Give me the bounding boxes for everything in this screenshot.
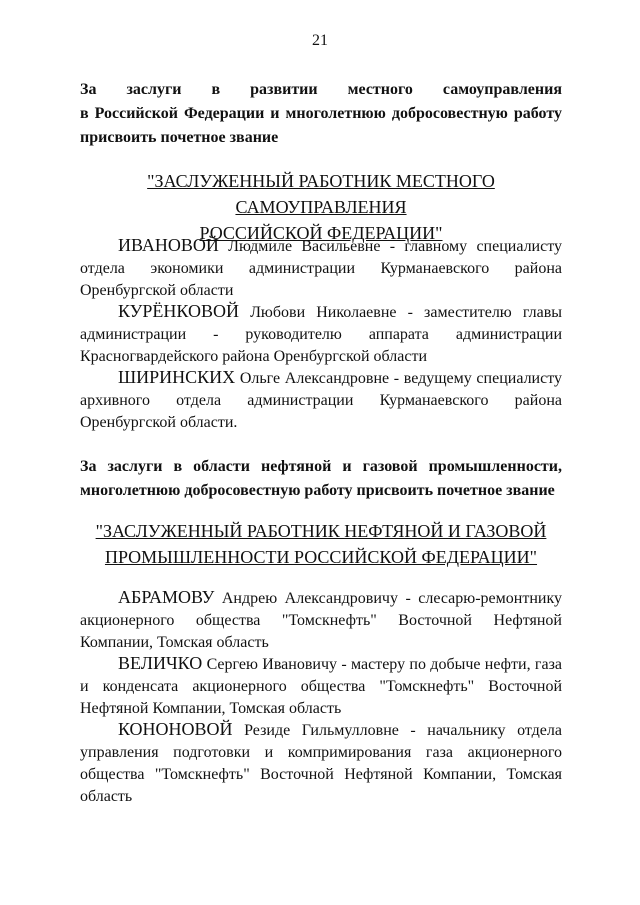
heading-line: За заслуги в области нефтяной и газовой промышленности, — [80, 458, 562, 475]
heading-line: многолетнюю добросовестную работу присвоить почетное звание — [80, 482, 555, 499]
section2-title — [80, 518, 562, 570]
entry-line: отдела экономики администрации Курманаевского района — [80, 260, 562, 277]
awardee-surname: АБРАМОВУ — [118, 587, 215, 607]
entry-first-line — [80, 366, 562, 390]
entry-line: Оренбургской области. — [80, 414, 238, 431]
entry-first-line — [80, 652, 562, 676]
title-line: "ЗАСЛУЖЕННЫЙ РАБОТНИК НЕФТЯНОЙ И ГАЗОВОЙ — [95, 521, 547, 541]
awardee-surname: ШИРИНСКИХ — [118, 367, 236, 387]
heading-line: За заслуги в развитии местного самоуправления — [80, 81, 562, 98]
awardee-details: Любови Николаевне - заместителю главы — [238, 304, 562, 321]
awardee-details: Резиде Гильмулловне - начальнику отдела — [232, 722, 562, 739]
awardee-surname: ИВАНОВОЙ — [118, 235, 219, 255]
entry-first-line — [80, 234, 562, 258]
awardee-details: Ольге Александровне - ведущему специалисту — [235, 370, 562, 387]
awardee-details: Андрею Александровичу - слесарю-ремонтнику — [214, 590, 562, 607]
entry-line: управления подготовки и компримирования газа акционерного — [80, 744, 562, 761]
entry-first-line — [80, 300, 562, 324]
awardee-entry-ivanova — [80, 234, 562, 302]
title-line: ПРОМЫШЛЕННОСТИ РОССИЙСКОЙ ФЕДЕРАЦИИ" — [104, 547, 538, 567]
awardee-entry-kononova — [80, 718, 562, 808]
awardee-details: Людмиле Васильевне - главному специалисту — [218, 238, 562, 255]
awardee-entry-kurenkova — [80, 300, 562, 368]
awardee-entry-shirinskikh — [80, 366, 562, 434]
entry-line: акционерного общества "Томскнефть" Восточной Нефтяной — [80, 612, 562, 629]
awardee-details: Сергею Ивановичу - мастеру по добыче нефти, газа — [202, 656, 562, 673]
awardee-surname: ВЕЛИЧКО — [118, 653, 203, 673]
entry-line: и конденсата акционерного общества "Томскнефть" Восточной — [80, 678, 562, 695]
awardee-surname: КУРЁНКОВОЙ — [118, 301, 239, 321]
entry-line: область — [80, 788, 133, 805]
heading-line: в Российской Федерации и многолетнюю добросовестную работу — [80, 105, 562, 122]
entry-line: общества "Томскнефть" Восточной Нефтяной Компании, Томская — [80, 766, 562, 783]
entry-line: Красногвардейского района Оренбургской области — [80, 348, 428, 365]
entry-line: архивного отдела администрации Курманаевского района — [80, 392, 562, 409]
entry-line: Компании, Томская область — [80, 634, 269, 651]
awardee-entry-velichko — [80, 652, 562, 720]
section1-heading — [80, 78, 562, 150]
entry-first-line — [80, 718, 562, 742]
awardee-surname: КОНОНОВОЙ — [118, 719, 233, 739]
awardee-entry-abramov — [80, 586, 562, 654]
entry-line: Нефтяной Компании, Томская область — [80, 700, 342, 717]
heading-line: присвоить почетное звание — [80, 129, 279, 146]
section2-heading — [80, 455, 562, 503]
title-line: РОССИЙСКОЙ ФЕДЕРАЦИИ" — [199, 223, 443, 243]
page-number: 21 — [312, 32, 328, 49]
entry-line: администрации - руководителю аппарата администрации — [80, 326, 562, 343]
title-line: "ЗАСЛУЖЕННЫЙ РАБОТНИК МЕСТНОГО САМОУПРАВЛЕНИЯ — [147, 171, 495, 217]
entry-first-line — [80, 586, 562, 610]
entry-line: Оренбургской области — [80, 282, 234, 299]
